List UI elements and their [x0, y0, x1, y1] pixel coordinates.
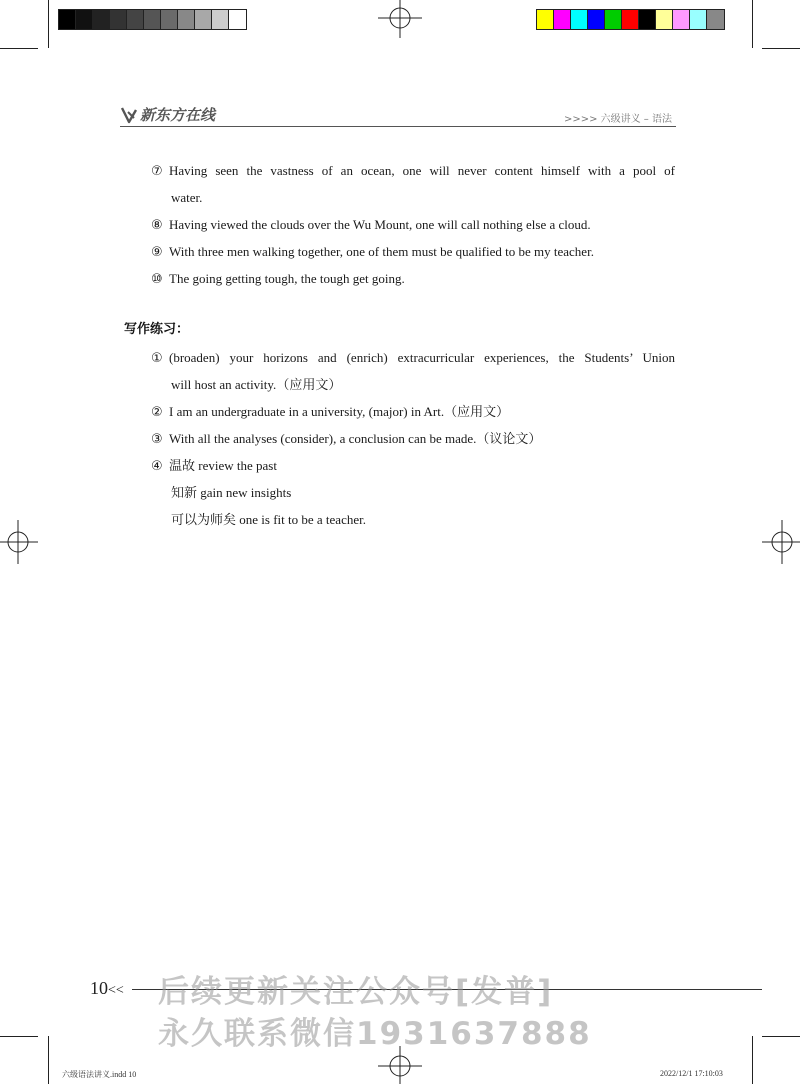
item-number: ③: [151, 432, 163, 447]
item-number: ⑧: [151, 218, 163, 233]
color-swatch: [656, 10, 673, 29]
gray-swatch: [161, 10, 178, 29]
color-swatch: [571, 10, 588, 29]
section-title: 写作练习：: [124, 322, 190, 337]
chinese-phrase: 温故: [169, 459, 196, 474]
watermark-line-1: 后续更新关注公众号[发普]: [158, 974, 554, 1010]
item-text: (broaden) your horizons and (enrich) extracurricular experiences, the Students’ Union: [169, 350, 675, 365]
brand-logo-text: 新东方在线: [140, 106, 216, 124]
gray-swatch: [127, 10, 144, 29]
chinese-phrase: 知新: [171, 486, 198, 501]
process-color-bar: [536, 9, 725, 30]
color-swatch: [605, 10, 622, 29]
item-number: ④: [151, 459, 163, 474]
item-number: ①: [151, 351, 163, 366]
english-gloss: gain new insights: [197, 485, 292, 500]
gray-color-bar: [58, 9, 247, 30]
color-swatch: [639, 10, 656, 29]
item-text: Having viewed the clouds over the Wu Mount, one will call nothing else a cloud.: [169, 217, 591, 232]
item-text: I am an undergraduate in a university, (major) in Art.: [169, 404, 445, 419]
gray-swatch: [144, 10, 161, 29]
item-text: Having seen the vastness of an ocean, one will never content himself with a pool of: [169, 163, 675, 178]
item-number: ⑩: [151, 272, 163, 287]
gray-swatch: [76, 10, 93, 29]
gray-swatch: [178, 10, 195, 29]
page-arrows: <<: [108, 983, 124, 998]
essay-type-label: （应用文）: [444, 405, 510, 420]
writing-item-3: [151, 425, 675, 453]
color-swatch: [554, 10, 571, 29]
item-text: will host an activity.: [171, 377, 277, 392]
english-gloss: one is fit to be a teacher.: [236, 512, 366, 527]
brand-logo-icon: [120, 106, 138, 124]
registration-mark-top: [372, 0, 428, 40]
chinese-phrase: 可以为师矣: [171, 513, 237, 528]
timestamp-slug: 2022/12/1 17:10:03: [660, 1069, 723, 1078]
item-number: ⑨: [151, 245, 163, 260]
writing-item-1-continuation: [171, 371, 341, 399]
registration-mark-left: [0, 514, 40, 570]
writing-item-1: [151, 344, 675, 372]
writing-item-4-line-3: [171, 506, 366, 534]
header-rule: [120, 126, 676, 127]
color-swatch: [622, 10, 639, 29]
color-swatch: [707, 10, 724, 29]
gray-swatch: [93, 10, 110, 29]
running-header: >>>> 六级讲义 – 语法: [563, 114, 672, 125]
page-number: [90, 978, 124, 999]
essay-type-label: （议论文）: [476, 432, 542, 447]
gray-swatch: [195, 10, 212, 29]
example-item-8: [151, 211, 675, 239]
color-swatch: [690, 10, 707, 29]
page-number-value: 10: [90, 978, 108, 998]
gray-swatch: [229, 10, 246, 29]
registration-mark-right: [760, 514, 800, 570]
color-swatch: [673, 10, 690, 29]
item-text: With all the analyses (consider), a conclusion can be made.: [169, 431, 477, 446]
watermark-line-2: 永久联系微信1931637888: [158, 1016, 592, 1052]
item-text: With three men walking together, one of them must be qualified to be my teacher.: [169, 244, 594, 259]
example-item-7-continuation: water.: [171, 190, 203, 205]
example-item-10: [151, 265, 675, 293]
item-number: ②: [151, 405, 163, 420]
writing-item-4-line-2: [171, 479, 291, 507]
writing-item-2: [151, 398, 675, 426]
writing-item-4: [151, 452, 675, 480]
brand-logo: [120, 104, 215, 125]
essay-type-label: （应用文）: [276, 378, 342, 393]
gray-swatch: [212, 10, 229, 29]
item-number: ⑦: [151, 164, 163, 179]
color-swatch: [588, 10, 605, 29]
gray-swatch: [110, 10, 127, 29]
item-text: The going getting tough, the tough get going.: [169, 271, 405, 286]
example-item-7: [151, 157, 675, 185]
gray-swatch: [59, 10, 76, 29]
english-gloss: review the past: [195, 458, 277, 473]
example-item-9: [151, 238, 675, 266]
file-slug: 六级语法讲义.indd 10: [62, 1070, 137, 1079]
color-swatch: [537, 10, 554, 29]
